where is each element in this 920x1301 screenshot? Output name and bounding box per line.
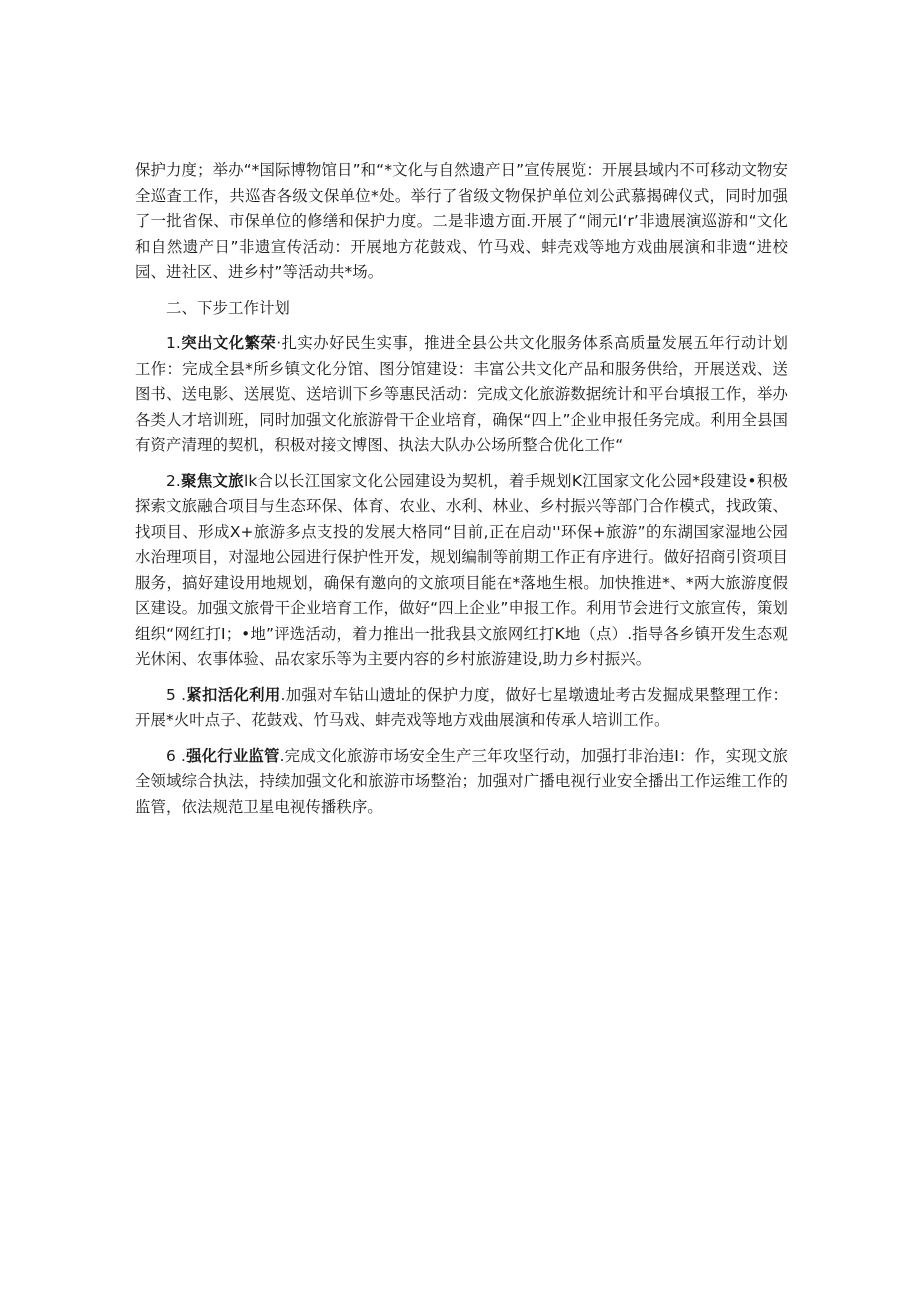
item-body: ·扎实办好民生实事，推进全县公共文化服务体系高质量发展五年行动计划工作：完成全县*所乡镇文化分馆、图分馆建设：丰富公共文化产品和服务供给，开展送戏、送图书、送电影、送展览、送培训下乡等惠民活动：完成文化旅游数据统计和平台填报工作，举办各类人才培训班，同时加强文化旅游骨干企业培育，确保“四上”企业申报任务完成。利用全县国有资产清理的契机，积极对接文博图、执法大队办公场所整合优化工作“ <box>135 334 788 454</box>
item-title: 紧扣活化利用 <box>186 685 281 704</box>
plan-item-2 <box>135 469 788 673</box>
item-body: .完成文化旅游市场安全生产三年攻坚行动，加强打非治违I：作，实现文旅全领域综合执法，持续加强文化和旅游市场整治；加强对广播电视行业安全播出工作运维工作的监管，依法规范卫星电视传播秩序。 <box>135 746 788 816</box>
plan-item-5 <box>135 683 788 734</box>
plan-item-6 <box>135 744 788 821</box>
item-title: 强化行业监管 <box>185 746 280 765</box>
document-page <box>135 158 788 830</box>
plan-item-1 <box>135 331 788 459</box>
intro-paragraph: 保护力度；举办“*国际博物馆日”和“*文化与自然遗产日”宣传展览：开展县域内不可移动文物安全巡査工作，共巡杳各级文保单位*处。举行了省级文物保护单位刘公武慕揭碑仪式，同时加强了一批省保、市保单位的修缮和保护力度。二是非遗方面.开展了“闹元I‘r’非遗展演巡游和“文化和自然遗产日”非遗宣传活动：开展地方花鼓戏、竹马戏、蚌壳戏等地方戏曲展演和非遗“进校园、进社区、进乡村”等活动共*场。 <box>135 161 788 281</box>
item-body: .加强对车钻山遗址的保护力度，做好七星墩遗址考古发掘成果整理工作：开展*火叶点子、花鼓戏、竹马戏、蚌壳戏等地方戏曲展演和传承人培训工作。 <box>135 685 788 729</box>
item-number: 5 . <box>166 685 187 704</box>
item-title: 聚焦文旅 <box>180 471 244 490</box>
section-heading: 二、下步工作计划 <box>166 298 290 317</box>
item-title: 突出文化繁荣 <box>180 334 277 352</box>
item-body: lk合以长江国家文化公园建设为契机，着手规划K江国家文化公园*段建设•积极探索文旅融合项目与生态环保、体育、农业、水利、林业、乡村振兴等部门合作模式，找政策、找项目、形成X+旅游多点支投的发展大格同“目前,正在启动''环保+旅游”的东湖国家湿地公园水治理项目，对湿地公园进行保护性开发，规划编制等前期工作正有序进行。做好招商引资项目服务，搞好建设用地规划，确保有邀向的文旅项目能在*落地生根。加快推进*、*两大旅游度假区建设。加强文旅骨干企业培育工作，做好“四上企业”申报工作。利用节会进行文旅宣传，策划组织“网红打I；•地”评选活动，着力推出一批我县文旅网红打K地（点）.指导各乡镇开发生态观光休闲、农事体验、品农家乐等为主要内容的乡村旅游建设,助力乡村振兴。 <box>135 471 788 668</box>
item-number: 6 . <box>166 746 186 765</box>
item-number: 1. <box>166 334 181 352</box>
item-number: 2. <box>166 471 181 490</box>
